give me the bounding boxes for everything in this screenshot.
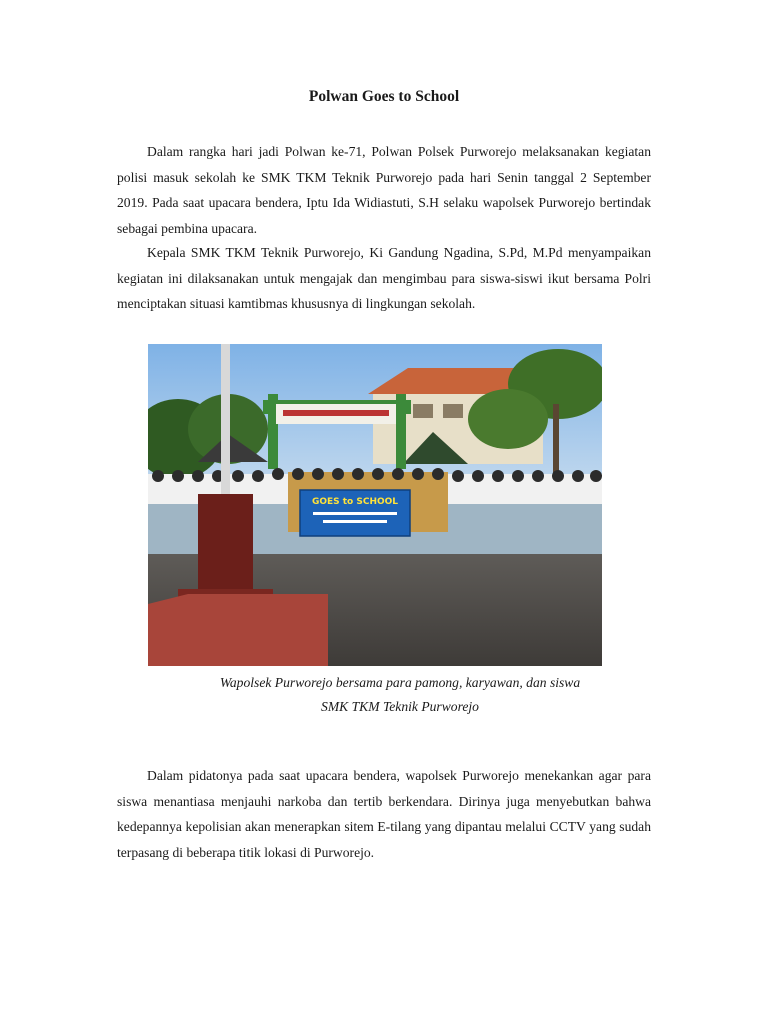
paragraph-1: Dalam rangka hari jadi Polwan ke-71, Polwan Polsek Purworejo melaksanakan kegiatan polisi masuk sekolah ke SMK TKM Teknik Purworejo pada hari Senin tanggal 2 September 2019. Pada saat upacara bendera, Iptu Ida Widiastuti, S.H selaku wapolsek Purworejo bertindak sebagai pembina upacara.: [117, 144, 651, 236]
paragraph-2: Kepala SMK TKM Teknik Purworejo, Ki Gandung Ngadina, S.Pd, M.Pd menyampaikan kegiatan ini dilaksanakan untuk mengajak dan mengimbau para siswa-siswi ikut bersama Polri menciptakan situasi kamtibmas khususnya di lingkungan sekolah.: [117, 245, 651, 311]
banner-text: GOES to SCHOOL: [311, 497, 399, 507]
photo-caption-line-2: SMK TKM Teknik Purworejo: [321, 699, 479, 714]
paragraph-3: Dalam pidatonya pada saat upacara bendera, wapolsek Purworejo menekankan agar para siswa menantiasa menjauhi narkoba dan tertib berkendara. Dirinya juga menyebutkan bahwa kedepannya kepolisian akan menerapkan sitem E-tilang yang dipantau melalui CCTV yang sudah terpasang di beberapa titik lokasi di Purworejo.: [117, 768, 651, 860]
photo-caption-line-1: Wapolsek Purworejo bersama para pamong, karyawan, dan siswa: [219, 675, 581, 690]
document-title: Polwan Goes to School: [308, 88, 460, 105]
group-photo: [148, 344, 602, 666]
